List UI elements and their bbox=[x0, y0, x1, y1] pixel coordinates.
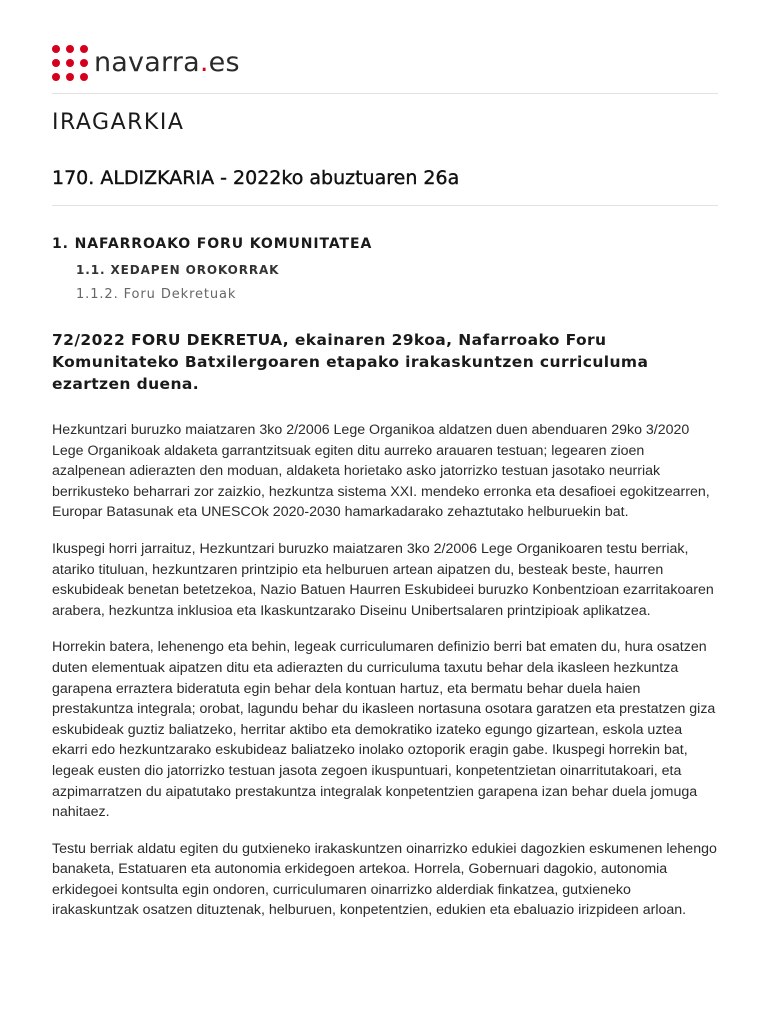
body-paragraph: Horrekin batera, lehenengo eta behin, legeak curriculumaren definizio berri bat ematen du, hura osatzen duten elementuak aipatzen ditu eta adierazten du curriculuma taxutu behar dela ikasleen hezkuntza garapena erraztera bideratuta egin behar dela kontuan hartuz, eta bermatu behar duela haien prestakuntza integrala; orobat, lagundu behar du ikasleen nortasuna osotara garatzen eta prestatzen giza eskubideak guztiz baliatzeko, herritar aktibo eta demokratiko izateko egungo gizartean, eskola uztea ekarri edo hezkuntzarako eskubideaz baliatzeko inolako oztoporik eragin gabe. Ikuspegi horrekin bat, legeak eusten dio jatorrizko testuan jasota zegoen ikuspuntuari, konpetentzietan oinarritutakoari, eta azpimarratzen du aipatutako prestakuntza integralak konpetentzien garapena izan behar duela jomuga nahitaez. bbox=[52, 639, 716, 821]
document-type-heading: IRAGARKIA bbox=[52, 110, 185, 135]
document-body bbox=[52, 420, 718, 937]
subsection-heading: 1.1. XEDAPEN OROKORRAK bbox=[76, 263, 280, 277]
body-paragraph: Ikuspegi horri jarraituz, Hezkuntzari buruzko maiatzaren 3ko 2/2006 Lege Organikoaren testu berriak, atariko tituluan, hezkuntzaren printzipio eta helburuen artean aipatzen du, besteak beste, haurren eskubideak benetan betetzekoa, Nazio Batuen Haurren Eskubideei buruzko Konbentzioan ezarritakoaren arabera, hezkuntza inklusioa eta Ikaskuntzarako Diseinu Unibertsalaren printzipioak aplikatzea. bbox=[52, 540, 714, 619]
body-paragraph: Hezkuntzari buruzko maiatzaren 3ko 2/2006 Lege Organikoa aldatzen duen abenduaren 29ko 3/2020 Lege Organikoak aldaketa garrantzitsuak egiten ditu aurreko arauaren testuan; legearen zioen azalpenean adierazten den moduan, aldaketa horietako asko jatorrizko testuan jasotako neurriak berrikusteko beharrari zor zaizkio, hezkuntza sistema XXI. mendeko erronka eta desafioei egokitzearren, Europar Batasunak eta UNESCOk 2020-2030 hamarkadarako zehaztutako helburuekin bat. bbox=[52, 422, 710, 521]
document-page bbox=[52, 0, 718, 919]
section-heading: 1. NAFARROAKO FORU KOMUNITATEA bbox=[52, 236, 373, 252]
logo-name: navarra bbox=[94, 46, 200, 78]
bulletin-heading: 170. ALDIZKARIA - 2022ko abuztuaren 26a bbox=[52, 167, 718, 206]
decree-title: 72/2022 FORU DEKRETUA, ekainaren 29koa, Nafarroako Foru Komunitateko Batxilergoaren etapako irakaskuntzen curriculuma ezartzen duena. bbox=[52, 331, 649, 393]
logo-dots-icon bbox=[52, 45, 88, 81]
navarra-logo[interactable] bbox=[52, 45, 240, 81]
subsubsection-heading: 1.1.2. Foru Dekretuak bbox=[76, 287, 237, 302]
logo-tld: es bbox=[208, 46, 240, 78]
logo-wordmark bbox=[94, 46, 240, 78]
site-header bbox=[52, 0, 718, 94]
body-paragraph: Testu berriak aldatu egiten du gutxieneko irakaskuntzen oinarrizko edukiei dagozkien eskumenen lehengo banaketa, Estatuaren eta autonomia erkidegoen artekoa. Horrela, Gobernuari dagokio, autonomia erkidegoei kontsulta egin ondoren, curriculumaren oinarrizko alderdiak finkatzea, gutxieneko irakaskuntzak osatzen dituztenak, helburuen, konpetentzien, edukien eta ebaluazio irizpideen arloan. bbox=[52, 840, 717, 919]
logo-dot: . bbox=[199, 46, 209, 78]
